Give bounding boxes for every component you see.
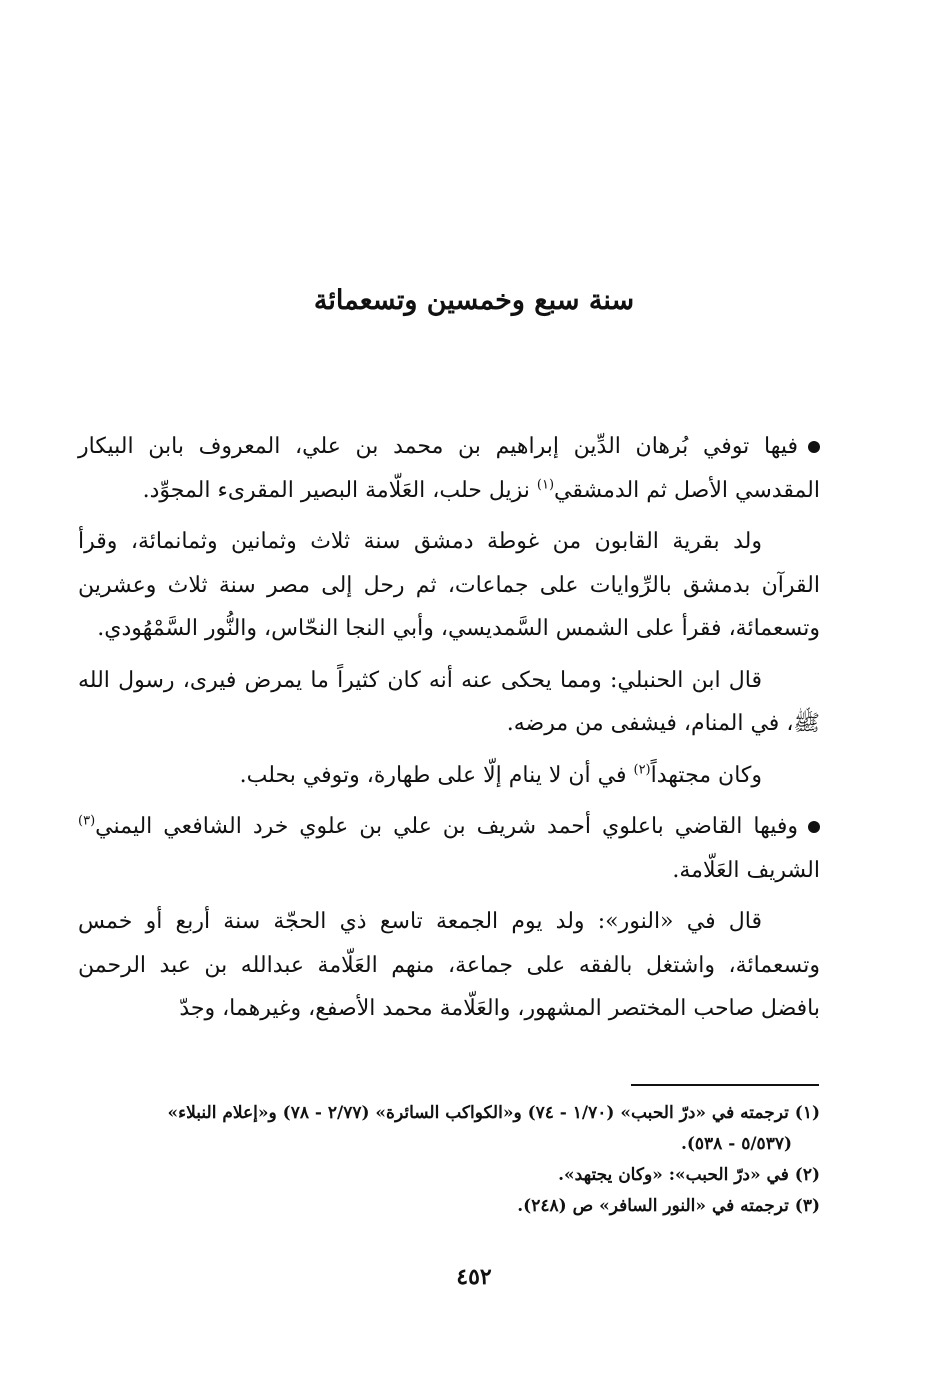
footnote-1: [78, 1098, 820, 1160]
footnote-3-line-1: (٣) ترجمته في «النور السافر» ص (٢٤٨).: [517, 1196, 820, 1216]
footnote-1-line-1: (١) ترجمته في «درّ الحبب» (١/٧٠ - ٧٤) و«الكواكب السائرة» (٢/٧٧ - ٧٨) و«إعلام النبلاء»: [167, 1103, 820, 1123]
paragraph-3-text: قال ابن الحنبلي: ومما يحكى عنه أنه كان كثيراً ما يمرض فيرى، رسول الله ﷺ، في المنام، فيشفى من مرضه.: [78, 667, 820, 736]
paragraph-4-text-b: في أن لا ينام إلّا على طهارة، وتوفي بحلب.: [239, 762, 634, 788]
footnote-3: [78, 1191, 820, 1222]
footnote-2-line-1: (٢) في «درّ الحبب»: «وكان يجتهد».: [558, 1165, 820, 1185]
paragraph-4: [78, 754, 820, 798]
footnote-1-line-2: (٥/٥٣٧ - ٥٣٨).: [680, 1134, 792, 1154]
footnote-2: [78, 1160, 820, 1191]
page-number: ٤٥٢: [456, 1264, 492, 1290]
paragraph-3: [78, 659, 820, 746]
paragraph-1-text-b: نزيل حلب، العَلّامة البصير المقرىء المجوِّد.: [142, 477, 537, 503]
footnote-separator: [631, 1084, 819, 1086]
paragraph-6-text: قال في «النور»: ولد يوم الجمعة تاسع ذي الحجّة سنة أربع أو خمس وتسعمائة، واشتغل بالفقه على جماعة، منهم العَلّامة عبدالله بن عبد الرحمن بافضل صاحب المختصر المشهور، والعَلّامة محمد الأصفع، وغيرهما، وجدّ: [78, 909, 820, 1021]
paragraph-2: [78, 520, 820, 651]
footnote-marker-3: (٣): [78, 813, 96, 829]
paragraph-1-text-a: فيها توفي بُرهان الدِّين إبراهيم بن محمد بن علي، المعروف بابن البيكار المقدسي الأصل ثم الدمشقي: [78, 434, 820, 503]
paragraph-5-text-b: الشريف العَلّامة.: [672, 857, 820, 883]
footnote-marker-2: (٢): [633, 762, 651, 778]
footnotes: [78, 1098, 820, 1222]
bullet-icon: [808, 441, 820, 453]
paragraph-6: [78, 900, 820, 1031]
paragraph-1: [78, 425, 820, 512]
paragraph-4-text-a: وكان مجتهداً: [650, 762, 762, 788]
bullet-icon: [808, 821, 820, 833]
paragraph-2-text: ولد بقرية القابون من غوطة دمشق سنة ثلاث وثمانين وثمانمائة، وقرأ القرآن بدمشق بالرِّوايات على جماعات، ثم رحل إلى مصر سنة ثلاث وعشرين وتسعمائة، فقرأ على الشمس السَّمديسي، وأبي النجا النحّاس، والنُّور السَّمْهُودي.: [78, 529, 820, 641]
paragraph-5: [78, 805, 820, 892]
chapter-heading: سنة سبع وخمسين وتسعمائة: [313, 285, 635, 316]
main-text: [78, 425, 820, 1039]
footnote-marker-1: (١): [536, 477, 555, 493]
paragraph-5-text-a: وفيها القاضي باعلوي أحمد شريف بن علي بن علوي خرد الشافعي اليمني: [95, 814, 798, 839]
